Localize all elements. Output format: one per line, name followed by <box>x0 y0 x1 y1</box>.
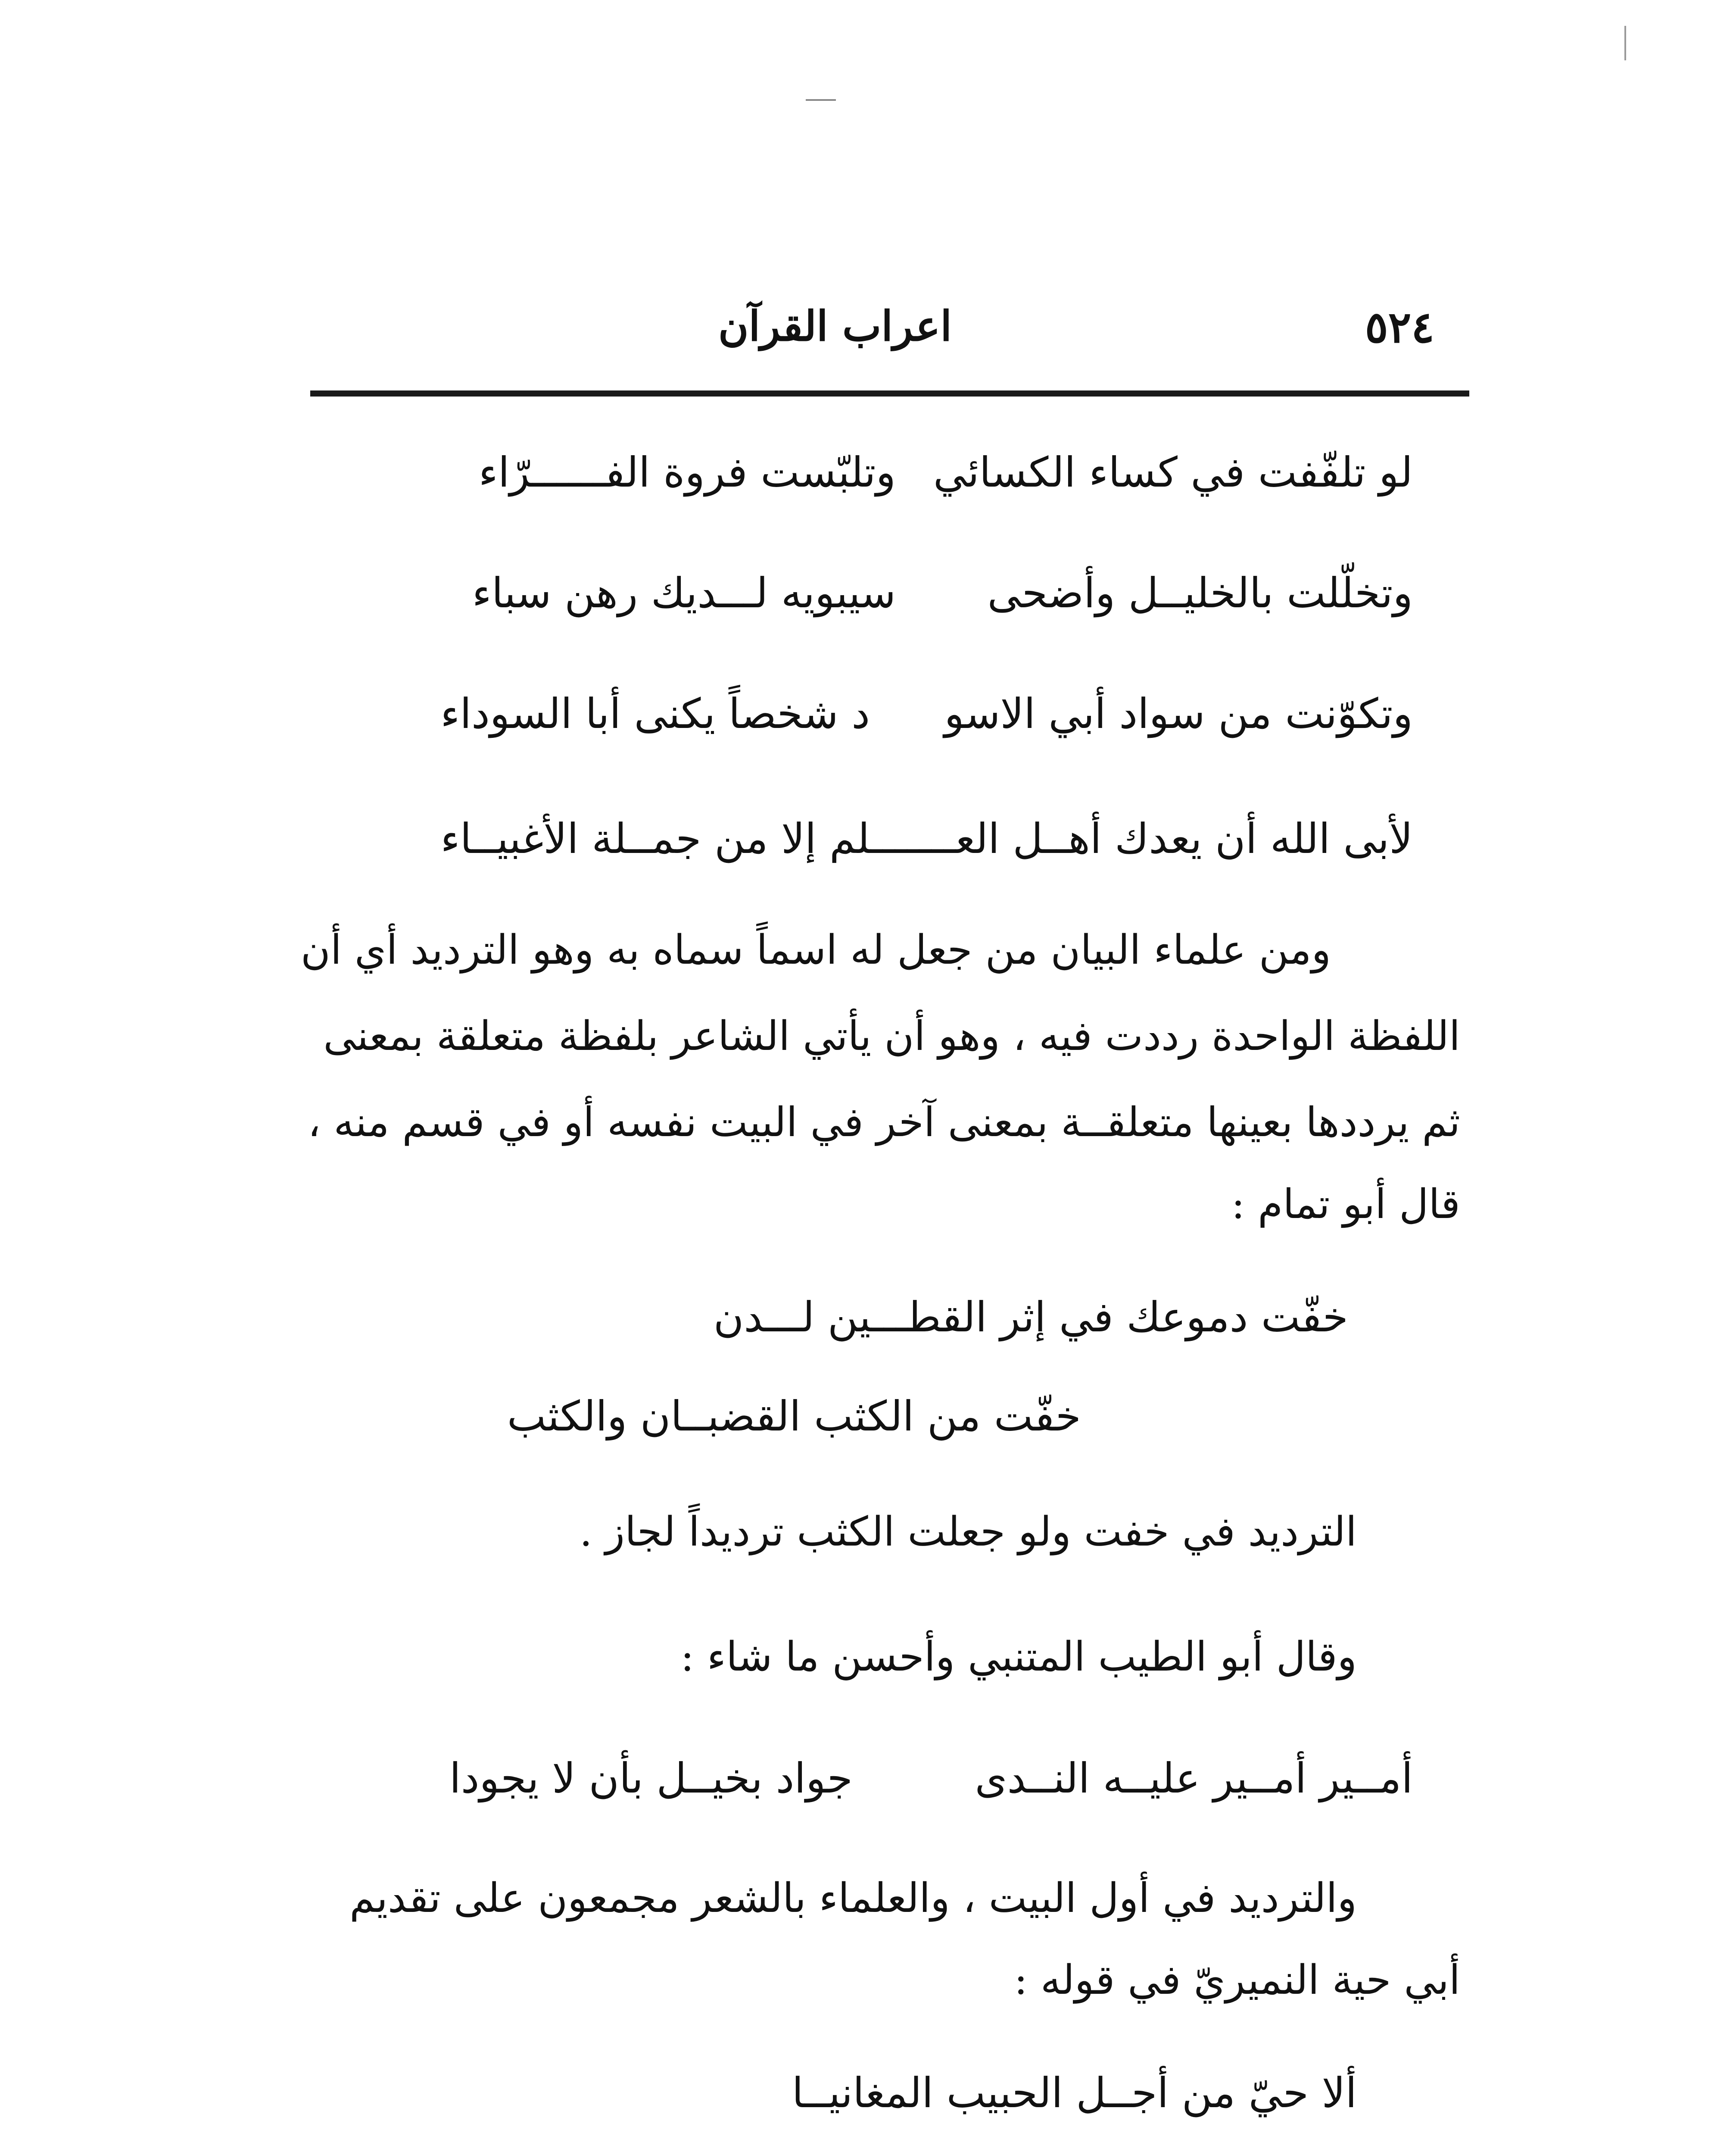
para1-line1: ومن علماء البيان من جعل له اسماً سماه به وهو الترديد أي أن <box>300 927 1331 974</box>
scan-mark-top <box>806 99 836 101</box>
poem1-line2-left: سيبويه لـــديك رهن سباء <box>472 569 896 617</box>
verse3-left-hemistich: جواد بخيــل بأن لا يجودا <box>449 1754 853 1802</box>
poem1-line1-left: وتلبّست فروة الفــــــرّاء <box>478 448 896 497</box>
para4-line2: أبي حية النميريّ في قوله : <box>1014 1957 1460 2004</box>
scan-mark-corner <box>1624 26 1626 60</box>
para1-line4: قال أبو تمام : <box>1231 1181 1460 1228</box>
poem1-line1-right: لو تلفّفت في كساء الكسائي <box>933 448 1413 497</box>
para2-line: الترديد في خفت ولو جعلت الكثب ترديداً لجاز . <box>579 1508 1357 1555</box>
running-header-title: اعراب القرآن <box>718 302 952 350</box>
para4-line1: والترديد في أول البيت ، والعلماء بالشعر مجمعون على تقديم <box>349 1875 1357 1922</box>
poem1-line4-full: لأبى الله أن يعدك أهــل العـــــــلم إلا من جمــلة الأغبيــاء <box>440 815 1413 863</box>
verse3-right-hemistich: أمــير أمــير عليــه النــدى <box>975 1754 1413 1802</box>
poem1-line3-right: وتكوّنت من سواد أبي الاسو <box>944 690 1413 738</box>
verse4-first-hemistich: ألا حيّ من أجــل الحبيب المغانيــا <box>792 2069 1357 2117</box>
para1-line2: اللفظة الواحدة رددت فيه ، وهو أن يأتي الشاعر بلفظة متعلقة بمعنى <box>323 1013 1460 1060</box>
para3-line: وقال أبو الطيب المتنبي وأحسن ما شاء : <box>680 1633 1357 1680</box>
verse2-second-hemistich: خفّت من الكثب القضبــان والكثب <box>507 1392 1081 1440</box>
poem1-line3-left: د شخصاً يكنى أبا السوداء <box>440 690 870 738</box>
poem1-line2-right: وتخلّلت بالخليــل وأضحى <box>987 569 1413 617</box>
header-rule <box>310 390 1469 397</box>
verse2-first-hemistich: خفّت دموعك في إثر القطـــين لـــدن <box>713 1293 1348 1341</box>
para1-line3: ثم يرددها بعينها متعلقــة بمعنى آخر في البيت نفسه أو في قسم منه ، <box>308 1099 1460 1146</box>
page-number: ٥٢٤ <box>1365 302 1434 353</box>
